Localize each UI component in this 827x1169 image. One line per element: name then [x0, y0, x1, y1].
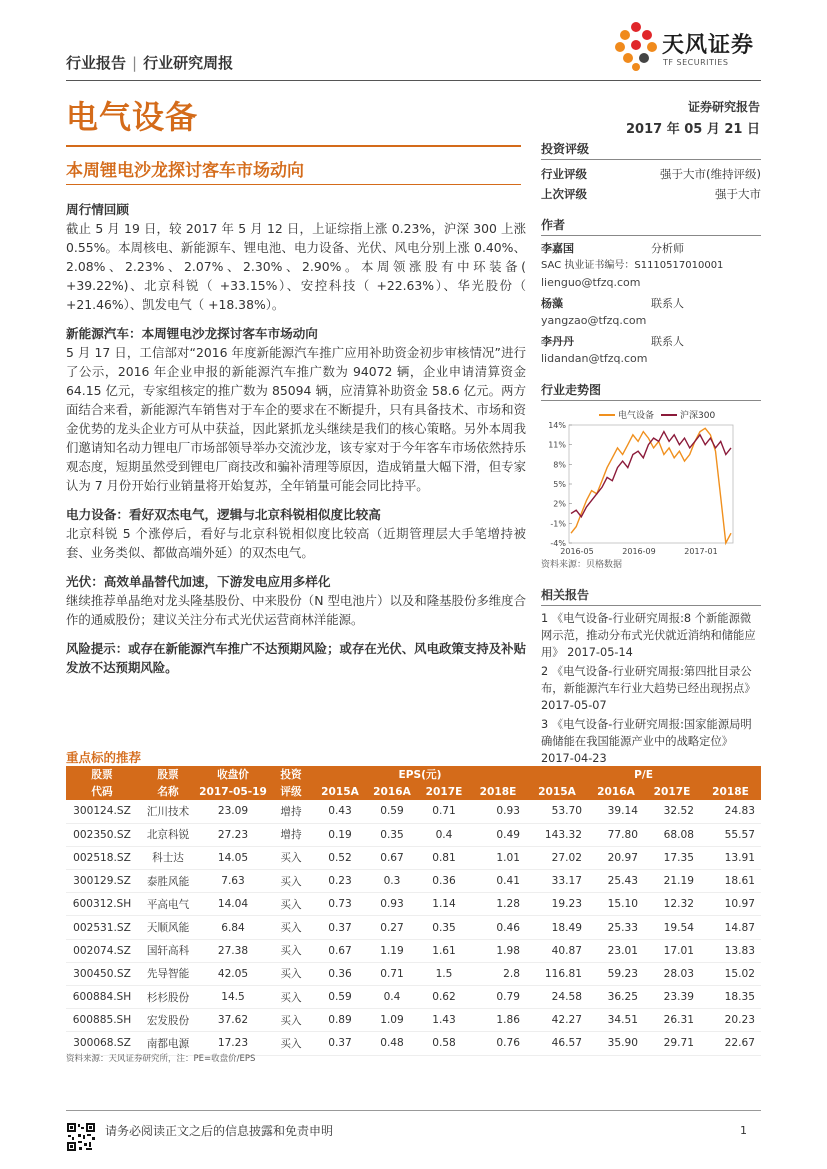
section-ev-heading: 新能源汽车：本周锂电沙龙探讨客车市场动向: [66, 326, 318, 341]
cell-p18: 18.35: [700, 986, 761, 1009]
cell-p15: 46.57: [526, 1032, 588, 1055]
cell-e18: 0.93: [470, 800, 526, 823]
cell-p17: 12.32: [644, 893, 700, 916]
rating-row-current: [541, 164, 761, 184]
table-row: [66, 800, 761, 823]
cell-p15: 33.17: [526, 870, 588, 893]
cell-price: 14.05: [198, 846, 268, 869]
cell-name: 先导智能: [138, 962, 198, 985]
header-pe-2018: 2018E: [700, 783, 761, 800]
chart-x-tick-label: 2017-01: [684, 547, 718, 555]
cell-rating: 买入: [268, 1009, 314, 1032]
table-header-row-1: [66, 766, 761, 783]
header-name: 股票: [138, 766, 198, 783]
cell-name: 汇川技术: [138, 800, 198, 823]
cell-e17: 0.35: [418, 916, 470, 939]
cell-rating: 买入: [268, 846, 314, 869]
cell-name: 国轩高科: [138, 939, 198, 962]
chart-y-tick-label: 11%: [548, 440, 566, 450]
cell-code: 002531.SZ: [66, 916, 138, 939]
cell-name: 杉杉股份: [138, 986, 198, 1009]
cell-e17: 1.5: [418, 962, 470, 985]
cell-p15: 40.87: [526, 939, 588, 962]
cell-e18: 0.46: [470, 916, 526, 939]
company-logo: [612, 20, 762, 76]
related-report-1[interactable]: 1 《电气设备-行业研究周报:8 个新能源微网示范，推动分布式光伏就近消纳和储能应用》 2017-05-14: [541, 612, 756, 659]
chart-y-tick-label: -1%: [550, 519, 566, 529]
cell-e18: 1.28: [470, 893, 526, 916]
cell-e17: 1.43: [418, 1009, 470, 1032]
cell-p16: 39.14: [588, 800, 644, 823]
cell-p17: 68.08: [644, 823, 700, 846]
chart-y-tick-label: 5%: [553, 480, 566, 489]
author-heading: 作者: [541, 216, 761, 236]
cell-name: 宏发股份: [138, 1009, 198, 1032]
cell-e16: 0.4: [366, 986, 418, 1009]
table-row: [66, 893, 761, 916]
cell-e15: 0.37: [314, 916, 366, 939]
author-2: [541, 295, 761, 329]
cell-p16: 35.90: [588, 1032, 644, 1055]
cell-code: 002074.SZ: [66, 939, 138, 962]
cell-e15: 0.37: [314, 1032, 366, 1055]
cell-price: 14.04: [198, 893, 268, 916]
cell-p15: 18.49: [526, 916, 588, 939]
risk-warning: 风险提示：或存在新能源汽车推广不达预期风险；或存在光伏、风电政策支持及补贴发放不达预期风险。: [66, 641, 526, 675]
cell-e18: 1.98: [470, 939, 526, 962]
chart-series-line-1: [571, 428, 731, 543]
header-rating-2: 评级: [268, 783, 314, 800]
cell-p17: 19.54: [644, 916, 700, 939]
cell-code: 300450.SZ: [66, 962, 138, 985]
table-header-row-2: [66, 783, 761, 800]
cell-p16: 20.97: [588, 846, 644, 869]
author-2-name: 杨藻: [541, 297, 563, 310]
author-1: [541, 240, 761, 291]
cell-e17: 0.4: [418, 823, 470, 846]
cell-p18: 13.91: [700, 846, 761, 869]
cell-e17: 0.62: [418, 986, 470, 1009]
section-market-review-heading: 周行情回顾: [66, 202, 129, 217]
cell-p18: 22.67: [700, 1032, 761, 1055]
author-1-name: 李嘉国: [541, 242, 574, 255]
cell-p15: 42.27: [526, 1009, 588, 1032]
cell-p16: 25.33: [588, 916, 644, 939]
header-eps-2017: 2017E: [418, 783, 470, 800]
cell-rating: 买入: [268, 893, 314, 916]
cell-rating: 买入: [268, 962, 314, 985]
cell-rating: 买入: [268, 986, 314, 1009]
recommendation-table: [66, 766, 761, 1056]
section-pv-heading: 光伏：高效单晶替代加速，下游发电应用多样化: [66, 574, 331, 589]
cell-price: 42.05: [198, 962, 268, 985]
cell-e16: 0.71: [366, 962, 418, 985]
cell-e18: 1.86: [470, 1009, 526, 1032]
cell-e17: 1.61: [418, 939, 470, 962]
chart-y-tick-label: 2%: [553, 499, 566, 509]
cell-p15: 116.81: [526, 962, 588, 985]
cell-rating: 增持: [268, 800, 314, 823]
header-rating: 投资: [268, 766, 314, 783]
header-pe-2017: 2017E: [644, 783, 700, 800]
cell-e18: 1.01: [470, 846, 526, 869]
cell-name: 平高电气: [138, 893, 198, 916]
cell-p18: 10.97: [700, 893, 761, 916]
cell-e15: 0.43: [314, 800, 366, 823]
cell-p17: 17.01: [644, 939, 700, 962]
chart-legend-label-2: 沪深300: [680, 411, 716, 421]
page-number: 1: [740, 1124, 747, 1137]
cell-code: 300129.SZ: [66, 870, 138, 893]
cell-e15: 0.36: [314, 962, 366, 985]
chart-y-tick-label: 8%: [553, 460, 566, 470]
cell-p15: 19.23: [526, 893, 588, 916]
cell-p18: 15.02: [700, 962, 761, 985]
cell-price: 17.23: [198, 1032, 268, 1055]
header-code-2: 代码: [66, 783, 138, 800]
related-report-2[interactable]: 2 《电气设备-行业研究周报:第四批目录公布，新能源汽车行业大趋势已经出现拐点》 2017-05-07: [541, 665, 756, 712]
cell-p17: 21.19: [644, 870, 700, 893]
logo-dots-icon: [612, 20, 660, 72]
cell-p18: 20.23: [700, 1009, 761, 1032]
table-row: [66, 870, 761, 893]
cell-p16: 59.23: [588, 962, 644, 985]
report-date: 2017 年 05 月 21 日: [626, 122, 760, 137]
cell-e15: 0.89: [314, 1009, 366, 1032]
author-3-role: 联系人: [651, 335, 684, 348]
cell-price: 6.84: [198, 916, 268, 939]
cell-price: 23.09: [198, 800, 268, 823]
qr-code-icon: [66, 1122, 96, 1152]
cell-rating: 增持: [268, 823, 314, 846]
chart-source: 资料来源：贝格数据: [541, 560, 623, 570]
cell-e18: 2.8: [470, 962, 526, 985]
chart-legend-label-1: 电气设备: [618, 411, 655, 421]
section-power-heading: 电力设备：看好双杰电气，逻辑与北京科锐相似度比较高: [66, 507, 381, 522]
logo-brand-cn: 天风证券: [662, 33, 755, 58]
header-eps-2018: 2018E: [470, 783, 526, 800]
cell-e16: 1.19: [366, 939, 418, 962]
table-row: [66, 939, 761, 962]
footer-disclaimer: 请务必阅读正文之后的信息披露和免责申明: [105, 1124, 334, 1138]
table-row: [66, 823, 761, 846]
report-type: 证券研究报告: [687, 100, 760, 114]
author-1-cert: SAC 执业证书编号：S1110517010001: [541, 260, 724, 271]
section-power-text: 北京科锐 5 个涨停后，看好与北京科锐相似度比较高（近期管理层大手笔增持被套、业务类似、都做高端外延）的双杰电气。: [66, 526, 526, 560]
cell-code: 002350.SZ: [66, 823, 138, 846]
section-pv-text: 继续推荐单晶绝对龙头隆基股份、中来股份（N 型电池片）以及和隆基股份多维度合作的通威股份；建议关注分布式光伏运营商林洋能源。: [66, 593, 526, 627]
header-code: 股票: [66, 766, 138, 783]
cell-e17: 0.58: [418, 1032, 470, 1055]
cell-p15: 27.02: [526, 846, 588, 869]
header-eps-2015: 2015A: [314, 783, 366, 800]
cell-price: 27.38: [198, 939, 268, 962]
cell-e17: 0.71: [418, 800, 470, 823]
author-3-email[interactable]: lidandan@tfzq.com: [541, 352, 648, 365]
cell-p15: 143.32: [526, 823, 588, 846]
cell-e15: 0.52: [314, 846, 366, 869]
cell-e16: 0.59: [366, 800, 418, 823]
header-name-2: 名称: [138, 783, 198, 800]
breadcrumb-weekly: 行业研究周报: [143, 54, 234, 72]
logo-brand-en: TF SECURITIES: [663, 58, 729, 67]
table-source-note: 资料来源：天风证券研究所，注：PE=收盘价/EPS: [66, 1054, 256, 1064]
section-market-review-text: 截止 5 月 19 日，较 2017 年 5 月 12 日，上证综指上涨 0.23%，沪深 300 上涨 0.55%。本周核电、新能源车、锂电池、电力设备、光伏、风电分别上涨 0.40%、2.08%、2.23%、2.07%、2.30%、2.90%。本周领涨股有中环装备( +39.22%)、北京科锐（ +33.15%）、安控科技（ +22.63%）、华光股份（ +21.46%）、凯发电气（ +18.38%）。: [66, 221, 526, 312]
sector-title: 电气设备: [66, 98, 199, 136]
rating-label-previous: 上次评级: [541, 187, 587, 201]
cell-e16: 0.93: [366, 893, 418, 916]
cell-p16: 23.01: [588, 939, 644, 962]
cell-e16: 0.3: [366, 870, 418, 893]
cell-price: 7.63: [198, 870, 268, 893]
author-1-role: 分析师: [651, 242, 684, 255]
cell-e18: 0.41: [470, 870, 526, 893]
header-eps-2016: 2016A: [366, 783, 418, 800]
cell-p16: 25.43: [588, 870, 644, 893]
table-row: [66, 916, 761, 939]
related-report-3[interactable]: 3 《电气设备-行业研究周报:国家能源局明确储能在我国能源产业中的战略定位》 2017-04-23: [541, 718, 752, 765]
header-price: 收盘价: [198, 766, 268, 783]
cell-rating: 买入: [268, 1032, 314, 1055]
cell-e16: 0.48: [366, 1032, 418, 1055]
author-2-email[interactable]: yangzao@tfzq.com: [541, 314, 647, 327]
cell-e18: 0.76: [470, 1032, 526, 1055]
cell-price: 14.5: [198, 986, 268, 1009]
cell-rating: 买入: [268, 916, 314, 939]
table-row: [66, 846, 761, 869]
cell-p16: 15.10: [588, 893, 644, 916]
trend-chart-svg: [541, 405, 761, 555]
cell-code: 300124.SZ: [66, 800, 138, 823]
main-content: [66, 200, 526, 687]
rating-heading: 投资评级: [541, 140, 761, 160]
title-bottom-divider: [66, 184, 521, 185]
report-title: 本周锂电沙龙探讨客车市场动向: [66, 161, 304, 181]
cell-p17: 28.03: [644, 962, 700, 985]
cell-e16: 0.27: [366, 916, 418, 939]
rating-value-previous: 强于大市: [715, 187, 761, 201]
chart-y-tick-label: -4%: [550, 539, 566, 548]
cell-name: 天顺风能: [138, 916, 198, 939]
cell-name: 科士达: [138, 846, 198, 869]
breadcrumb-separator: |: [132, 54, 138, 72]
cell-p17: 17.35: [644, 846, 700, 869]
author-1-email[interactable]: lienguo@tfzq.com: [541, 276, 641, 289]
cell-e17: 0.36: [418, 870, 470, 893]
cell-p17: 29.71: [644, 1032, 700, 1055]
table-row: [66, 962, 761, 985]
cell-p16: 36.25: [588, 986, 644, 1009]
cell-code: 600885.SH: [66, 1009, 138, 1032]
author-3: [541, 333, 761, 367]
table-body: [66, 800, 761, 1055]
trend-chart: [541, 405, 761, 555]
header-pe-2016: 2016A: [588, 783, 644, 800]
cell-p16: 77.80: [588, 823, 644, 846]
cell-e16: 0.67: [366, 846, 418, 869]
cell-e15: 0.23: [314, 870, 366, 893]
cell-e16: 0.35: [366, 823, 418, 846]
header-eps: EPS(元): [314, 766, 526, 783]
cell-p16: 34.51: [588, 1009, 644, 1032]
chart-x-tick-label: 2016-09: [622, 547, 656, 555]
table-row: [66, 986, 761, 1009]
cell-e18: 0.79: [470, 986, 526, 1009]
section-ev-text: 5 月 17 日，工信部对“2016 年度新能源汽车推广应用补助资金初步审核情况”进行了公示，2016 年企业申报的新能源汽车推广数为 94072 辆，企业申请清算资金 64.15 亿元，专家组核定的推广数为 85094 辆，应清算补助资金 58.6 亿元。两方面结合来看，新能源汽车销售对于车企的要求在不断提升，只有具备技术、市场和资金优势的龙头企业方可从中获益，因此紧抓龙头继续是我们的核心策略。另外本周我们邀请知名动力锂电厂市场部领导举办交流沙龙，该专家对于今年客车市场依然持乐观态度，短期虽然受到锂电厂商技改和骗补清理等原因，造成销量大幅下滑，但专家认为 7 月份开始行业销量将开始复苏，全年销量可能会同比持平。: [66, 345, 526, 493]
cell-p18: 13.83: [700, 939, 761, 962]
cell-p18: 14.87: [700, 916, 761, 939]
cell-p17: 32.52: [644, 800, 700, 823]
cell-e15: 0.73: [314, 893, 366, 916]
cell-code: 600312.SH: [66, 893, 138, 916]
cell-p15: 24.58: [526, 986, 588, 1009]
header-divider: [66, 80, 761, 81]
header-pe-2015: 2015A: [526, 783, 588, 800]
cell-p17: 23.39: [644, 986, 700, 1009]
cell-p18: 18.61: [700, 870, 761, 893]
author-3-name: 李丹丹: [541, 335, 574, 348]
cell-p15: 53.70: [526, 800, 588, 823]
cell-rating: 买入: [268, 939, 314, 962]
cell-p18: 55.57: [700, 823, 761, 846]
author-2-role: 联系人: [651, 297, 684, 310]
cell-name: 南都电源: [138, 1032, 198, 1055]
table-title: 重点标的推荐: [66, 750, 142, 765]
cell-p17: 26.31: [644, 1009, 700, 1032]
breadcrumb: [66, 52, 233, 73]
sidebar: [541, 140, 761, 769]
header-price-2: 2017-05-19: [198, 783, 268, 800]
chart-heading: 行业走势图: [541, 381, 761, 401]
rating-value-current: 强于大市(维持评级): [660, 167, 761, 181]
cell-price: 37.62: [198, 1009, 268, 1032]
cell-name: 北京科锐: [138, 823, 198, 846]
cell-e17: 1.14: [418, 893, 470, 916]
cell-e15: 0.59: [314, 986, 366, 1009]
cell-e18: 0.49: [470, 823, 526, 846]
cell-code: 300068.SZ: [66, 1032, 138, 1055]
cell-price: 27.23: [198, 823, 268, 846]
cell-rating: 买入: [268, 870, 314, 893]
table-row: [66, 1009, 761, 1032]
cell-e15: 0.67: [314, 939, 366, 962]
footer-divider: [66, 1110, 761, 1111]
cell-e17: 0.81: [418, 846, 470, 869]
cell-code: 600884.SH: [66, 986, 138, 1009]
cell-e15: 0.19: [314, 823, 366, 846]
title-top-divider: [66, 145, 521, 147]
related-heading: 相关报告: [541, 586, 761, 606]
breadcrumb-report: 行业报告: [66, 54, 127, 72]
cell-code: 002518.SZ: [66, 846, 138, 869]
rating-label-current: 行业评级: [541, 167, 587, 181]
rating-row-previous: [541, 184, 761, 204]
cell-name: 泰胜风能: [138, 870, 198, 893]
chart-y-tick-label: 14%: [548, 421, 566, 430]
cell-p18: 24.83: [700, 800, 761, 823]
cell-e16: 1.09: [366, 1009, 418, 1032]
header-pe: P/E: [526, 766, 761, 783]
chart-x-tick-label: 2016-05: [560, 547, 594, 555]
